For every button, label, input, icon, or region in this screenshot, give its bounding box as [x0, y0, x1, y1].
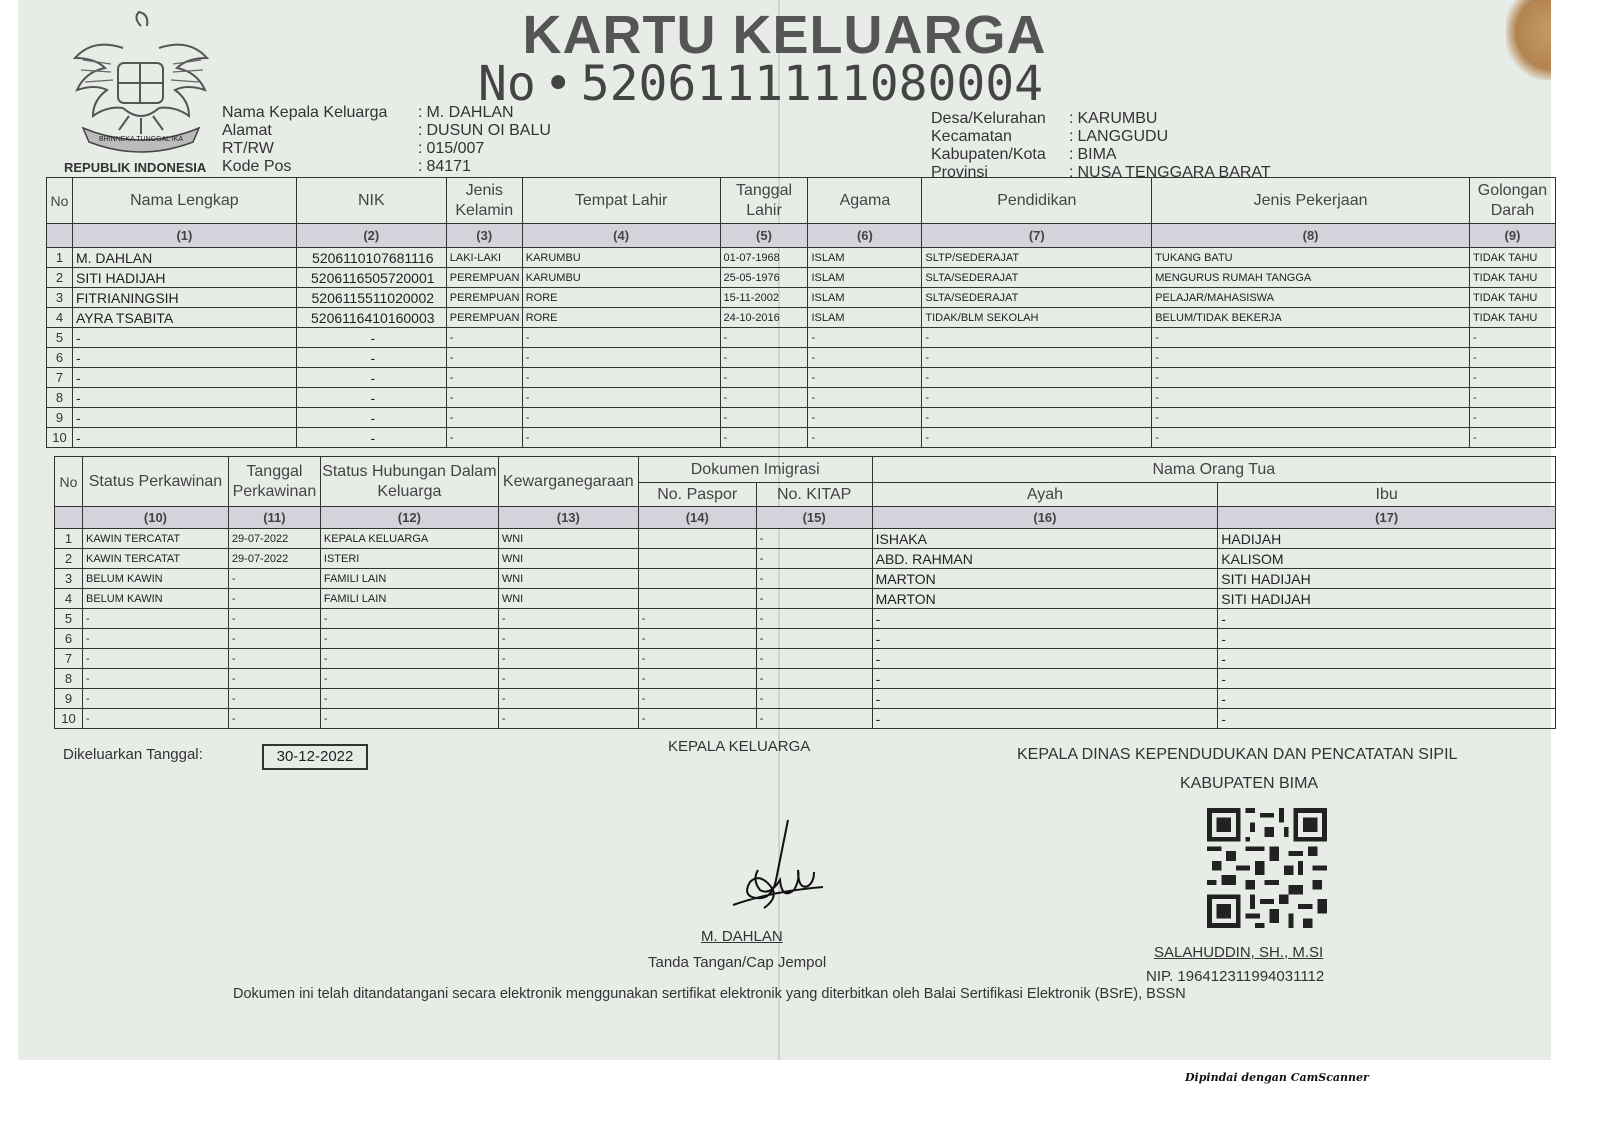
table-row: [47, 328, 1556, 348]
table1-colnum-row: [47, 224, 1556, 248]
table-cell: SITI HADIJAH: [1218, 589, 1556, 609]
table-cell: -: [1469, 408, 1555, 428]
header-jenis-pekerjaan: Jenis Pekerjaan: [1152, 178, 1470, 224]
table-cell: 9: [55, 689, 83, 709]
table-cell: 5: [55, 609, 83, 629]
header-golongan-darah: Golongan Darah: [1469, 178, 1555, 224]
table2-body: [55, 529, 1556, 729]
table-cell: -: [522, 348, 720, 368]
table-cell: -: [72, 368, 296, 388]
table-cell: -: [756, 589, 872, 609]
table-cell: BELUM KAWIN: [82, 589, 228, 609]
table-row: [55, 549, 1556, 569]
table-cell: KALISOM: [1218, 549, 1556, 569]
header-status-hubungan: Status Hubungan Dalam Keluarga: [320, 457, 498, 507]
colnum-cell: [47, 224, 73, 248]
table-cell: PEREMPUAN: [446, 308, 522, 328]
table-cell: -: [922, 348, 1152, 368]
table-cell: RORE: [522, 288, 720, 308]
table-cell: -: [872, 649, 1218, 669]
table-row: [47, 348, 1556, 368]
table-cell: 4: [55, 589, 83, 609]
table-row: [47, 268, 1556, 288]
table-cell: -: [1218, 669, 1556, 689]
colnum-cell: (12): [320, 507, 498, 529]
table-cell: -: [446, 428, 522, 448]
table-cell: WNI: [498, 589, 638, 609]
table-cell: PEREMPUAN: [446, 268, 522, 288]
colnum-cell: (10): [82, 507, 228, 529]
table-cell: 2: [47, 268, 73, 288]
table-cell: [638, 569, 756, 589]
info-row: Desa/Kelurahan : KARUMBU: [931, 110, 1158, 127]
table-cell: -: [1469, 388, 1555, 408]
table-cell: 25-05-1976: [720, 268, 808, 288]
table-cell: PEREMPUAN: [446, 288, 522, 308]
colnum-cell: (13): [498, 507, 638, 529]
table2-colnum-row: [55, 507, 1556, 529]
table-cell: BELUM KAWIN: [82, 569, 228, 589]
table-row: [47, 308, 1556, 328]
header-tanggal-perkawinan: Tanggal Perkawinan: [228, 457, 320, 507]
table-cell: 5206115511020002: [296, 288, 446, 308]
table-cell: -: [1152, 328, 1470, 348]
table-cell: WNI: [498, 529, 638, 549]
table-cell: -: [756, 629, 872, 649]
table-cell: ISLAM: [808, 268, 922, 288]
header-dokumen-imigrasi: Dokumen Imigrasi: [638, 457, 872, 483]
number-value: 5206111111080004: [580, 56, 1044, 112]
info-row: Kabupaten/Kota : BIMA: [931, 146, 1117, 163]
table-cell: -: [756, 709, 872, 729]
info-row: Kecamatan : LANGGUDU: [931, 128, 1169, 145]
table-cell: WNI: [498, 569, 638, 589]
table-cell: 8: [47, 388, 73, 408]
table-cell: -: [1218, 609, 1556, 629]
table-row: [47, 428, 1556, 448]
table-cell: 5206116410160003: [296, 308, 446, 328]
signature-icon: [718, 815, 838, 935]
table-cell: -: [872, 629, 1218, 649]
table-cell: -: [228, 669, 320, 689]
table-cell: 3: [47, 288, 73, 308]
table-cell: -: [808, 348, 922, 368]
table-row: [55, 609, 1556, 629]
table-cell: -: [1469, 428, 1555, 448]
table-cell: [638, 529, 756, 549]
table-cell: 4: [47, 308, 73, 328]
table-cell: -: [296, 428, 446, 448]
table-cell: -: [756, 649, 872, 669]
table-cell: -: [522, 428, 720, 448]
info-row: Provinsi : NUSA TENGGARA BARAT: [931, 164, 1271, 181]
table-cell: -: [720, 388, 808, 408]
table-cell: -: [1152, 408, 1470, 428]
header-tanggal-lahir: Tanggal Lahir: [720, 178, 808, 224]
table-cell: ISLAM: [808, 308, 922, 328]
colnum-cell: (5): [720, 224, 808, 248]
colnum-cell: (16): [872, 507, 1218, 529]
table-cell: -: [296, 328, 446, 348]
table-cell: MENGURUS RUMAH TANGGA: [1152, 268, 1470, 288]
table-cell: KARUMBU: [522, 268, 720, 288]
header-nik: NIK: [296, 178, 446, 224]
table-cell: [638, 549, 756, 569]
table1-header-row: [47, 178, 1556, 224]
colnum-cell: (1): [72, 224, 296, 248]
header-agama: Agama: [808, 178, 922, 224]
info-row: RT/RW : 015/007: [222, 140, 485, 157]
table-cell: -: [1152, 428, 1470, 448]
colnum-cell: (7): [922, 224, 1152, 248]
table-cell: FITRIANINGSIH: [72, 288, 296, 308]
colnum-cell: (11): [228, 507, 320, 529]
table-cell: -: [756, 529, 872, 549]
table-cell: TIDAK TAHU: [1469, 268, 1555, 288]
table-cell: WNI: [498, 549, 638, 569]
table-cell: 6: [55, 629, 83, 649]
official-nip: NIP. 196412311994031112: [1146, 968, 1325, 985]
table-cell: 7: [55, 649, 83, 669]
table-row: [47, 288, 1556, 308]
table-cell: FAMILI LAIN: [320, 589, 498, 609]
official-name: SALAHUDDIN, SH., M.SI: [1154, 944, 1324, 961]
table-cell: 10: [55, 709, 83, 729]
table-cell: -: [522, 388, 720, 408]
table-cell: SLTA/SEDERAJAT: [922, 288, 1152, 308]
table-cell: -: [320, 609, 498, 629]
table-cell: -: [320, 709, 498, 729]
table-cell: -: [228, 709, 320, 729]
family-info-right: [931, 110, 1271, 182]
info-row: Kode Pos : 84171: [222, 158, 471, 175]
table-cell: -: [922, 388, 1152, 408]
table-cell: [638, 589, 756, 609]
table-cell: -: [498, 709, 638, 729]
head-title: KEPALA KELUARGA: [668, 738, 811, 755]
table-cell: -: [320, 669, 498, 689]
table2-header-row-1: [55, 457, 1556, 483]
table-cell: -: [1152, 368, 1470, 388]
table-cell: -: [296, 368, 446, 388]
table-cell: -: [872, 609, 1218, 629]
table-row: [47, 408, 1556, 428]
table-cell: -: [228, 649, 320, 669]
table-cell: -: [446, 328, 522, 348]
table-cell: -: [296, 388, 446, 408]
table-cell: SLTP/SEDERAJAT: [922, 248, 1152, 268]
colnum-cell: (4): [522, 224, 720, 248]
table-cell: -: [808, 328, 922, 348]
table-cell: MARTON: [872, 569, 1218, 589]
table-row: [55, 709, 1556, 729]
table-cell: -: [82, 689, 228, 709]
table-cell: -: [922, 368, 1152, 388]
table-cell: 15-11-2002: [720, 288, 808, 308]
table-cell: -: [72, 348, 296, 368]
document-paper: [18, 0, 1551, 1060]
table-cell: -: [82, 629, 228, 649]
table-cell: -: [228, 629, 320, 649]
table-cell: -: [756, 669, 872, 689]
table-cell: FAMILI LAIN: [320, 569, 498, 589]
family-status-table: [54, 456, 1556, 729]
table-cell: TIDAK TAHU: [1469, 288, 1555, 308]
table-cell: -: [498, 669, 638, 689]
colnum-cell: (14): [638, 507, 756, 529]
table-cell: -: [522, 328, 720, 348]
table-row: [47, 248, 1556, 268]
family-info-left: [222, 104, 551, 176]
table-cell: 9: [47, 408, 73, 428]
table-cell: 6: [47, 348, 73, 368]
info-row: Nama Kepala Keluarga : M. DAHLAN: [222, 104, 514, 121]
table-cell: -: [1218, 649, 1556, 669]
table-cell: -: [72, 388, 296, 408]
table-cell: -: [720, 348, 808, 368]
table-cell: 24-10-2016: [720, 308, 808, 328]
table-cell: -: [228, 689, 320, 709]
colnum-cell: (8): [1152, 224, 1470, 248]
table-row: [55, 689, 1556, 709]
table-cell: -: [82, 609, 228, 629]
header-no-kitap: No. KITAP: [756, 483, 872, 507]
table-cell: -: [446, 348, 522, 368]
table-cell: SITI HADIJAH: [1218, 569, 1556, 589]
table-cell: ISHAKA: [872, 529, 1218, 549]
table-cell: -: [1218, 629, 1556, 649]
table-cell: 10: [47, 428, 73, 448]
info-row: Alamat : DUSUN OI BALU: [222, 122, 551, 139]
table-cell: TIDAK TAHU: [1469, 248, 1555, 268]
table-cell: PELAJAR/MAHASISWA: [1152, 288, 1470, 308]
document-number: No • 5206111111080004: [478, 56, 1044, 112]
qr-code-icon: [1204, 808, 1330, 928]
header-ibu: Ibu: [1218, 483, 1556, 507]
table-row: [47, 368, 1556, 388]
table-cell: -: [446, 388, 522, 408]
table-cell: -: [1469, 348, 1555, 368]
table-cell: 7: [47, 368, 73, 388]
colnum-cell: (2): [296, 224, 446, 248]
table-cell: -: [82, 649, 228, 669]
table-cell: LAKI-LAKI: [446, 248, 522, 268]
table-cell: -: [228, 569, 320, 589]
table-cell: -: [82, 709, 228, 729]
table-cell: -: [922, 328, 1152, 348]
table-cell: TIDAK TAHU: [1469, 308, 1555, 328]
table-cell: AYRA TSABITA: [72, 308, 296, 328]
table-cell: -: [720, 328, 808, 348]
disclaimer: Dokumen ini telah ditandatangani secara elektronik menggunakan sertifikat elektronik yang diterbitkan oleh Balai Sertifikasi Elektronik (BSrE), BSSN: [233, 986, 1186, 1002]
table-cell: -: [1469, 368, 1555, 388]
office-title: KEPALA DINAS KEPENDUDUKAN DAN PENCATATAN SIPIL: [1017, 746, 1458, 763]
table-cell: -: [638, 669, 756, 689]
table-cell: -: [320, 629, 498, 649]
issued-date: 30-12-2022: [262, 744, 368, 770]
header-ayah: Ayah: [872, 483, 1218, 507]
table-cell: -: [1218, 689, 1556, 709]
table-cell: -: [498, 689, 638, 709]
table-cell: -: [808, 368, 922, 388]
table-row: [55, 529, 1556, 549]
header-no: No: [47, 178, 73, 224]
table-cell: -: [1469, 328, 1555, 348]
document-title: KARTU KELUARGA: [522, 5, 1047, 65]
head-sign-caption: Tanda Tangan/Cap Jempol: [648, 954, 827, 971]
table-cell: HADIJAH: [1218, 529, 1556, 549]
colnum-cell: (17): [1218, 507, 1556, 529]
head-name: M. DAHLAN: [701, 928, 783, 945]
table-cell: -: [320, 689, 498, 709]
table-cell: -: [922, 408, 1152, 428]
table-row: [55, 669, 1556, 689]
table-cell: -: [228, 589, 320, 609]
table-cell: -: [522, 368, 720, 388]
family-members-table: [46, 177, 1556, 448]
table-cell: -: [72, 428, 296, 448]
table-cell: -: [446, 408, 522, 428]
table-cell: -: [808, 388, 922, 408]
table-cell: -: [72, 328, 296, 348]
table-row: [47, 388, 1556, 408]
table-cell: M. DAHLAN: [72, 248, 296, 268]
table-cell: -: [228, 609, 320, 629]
header-status-perkawinan: Status Perkawinan: [82, 457, 228, 507]
header-no: No: [55, 457, 83, 507]
table-cell: -: [808, 428, 922, 448]
table-cell: -: [638, 649, 756, 669]
office-region: KABUPATEN BIMA: [1180, 775, 1319, 792]
table-cell: KAWIN TERCATAT: [82, 529, 228, 549]
table-cell: RORE: [522, 308, 720, 328]
table-row: [55, 569, 1556, 589]
table-cell: -: [320, 649, 498, 669]
table-cell: -: [872, 709, 1218, 729]
table-cell: 1: [55, 529, 83, 549]
table-cell: -: [498, 609, 638, 629]
header-tempat-lahir: Tempat Lahir: [522, 178, 720, 224]
header-jenis-kelamin: Jenis Kelamin: [446, 178, 522, 224]
issued-label: Dikeluarkan Tanggal:: [63, 746, 203, 763]
table-cell: 1: [47, 248, 73, 268]
header-kewarganegaraan: Kewarganegaraan: [498, 457, 638, 507]
colnum-cell: (9): [1469, 224, 1555, 248]
table-cell: -: [720, 368, 808, 388]
table-cell: -: [1152, 348, 1470, 368]
table-cell: 29-07-2022: [228, 549, 320, 569]
table-cell: ABD. RAHMAN: [872, 549, 1218, 569]
table-cell: -: [872, 669, 1218, 689]
table-cell: -: [808, 408, 922, 428]
table-cell: -: [498, 649, 638, 669]
table-row: [55, 649, 1556, 669]
table-cell: -: [756, 609, 872, 629]
table-cell: -: [638, 609, 756, 629]
colnum-cell: (3): [446, 224, 522, 248]
table-cell: 5206116505720001: [296, 268, 446, 288]
header-no-paspor: No. Paspor: [638, 483, 756, 507]
table-cell: -: [872, 689, 1218, 709]
table-cell: SITI HADIJAH: [72, 268, 296, 288]
table-cell: -: [638, 689, 756, 709]
table-cell: -: [756, 689, 872, 709]
table-cell: -: [638, 629, 756, 649]
header-pendidikan: Pendidikan: [922, 178, 1152, 224]
table-row: [55, 589, 1556, 609]
table-cell: 5: [47, 328, 73, 348]
table-cell: ISLAM: [808, 248, 922, 268]
table-cell: -: [82, 669, 228, 689]
colnum-cell: (15): [756, 507, 872, 529]
table-cell: SLTA/SEDERAJAT: [922, 268, 1152, 288]
scanner-watermark: Dipindai dengan CamScanner: [1185, 1071, 1369, 1084]
table-cell: -: [1218, 709, 1556, 729]
table1-body: [47, 248, 1556, 448]
table-cell: 29-07-2022: [228, 529, 320, 549]
table-row: [55, 629, 1556, 649]
table-cell: BELUM/TIDAK BEKERJA: [1152, 308, 1470, 328]
svg-text:BHINNEKA TUNGGAL IKA: BHINNEKA TUNGGAL IKA: [98, 136, 184, 143]
table-cell: TUKANG BATU: [1152, 248, 1470, 268]
table-cell: -: [638, 709, 756, 729]
table-cell: -: [296, 348, 446, 368]
table-cell: MARTON: [872, 589, 1218, 609]
table-cell: -: [756, 569, 872, 589]
table-cell: -: [720, 408, 808, 428]
header-nama-lengkap: Nama Lengkap: [72, 178, 296, 224]
table-cell: 5206110107681116: [296, 248, 446, 268]
header-nama-orang-tua: Nama Orang Tua: [872, 457, 1555, 483]
table-cell: -: [756, 549, 872, 569]
table-cell: -: [72, 408, 296, 428]
table-cell: ISLAM: [808, 288, 922, 308]
table-cell: KAWIN TERCATAT: [82, 549, 228, 569]
colnum-cell: (6): [808, 224, 922, 248]
table-cell: -: [522, 408, 720, 428]
table-cell: -: [498, 629, 638, 649]
table-cell: KEPALA KELUARGA: [320, 529, 498, 549]
number-label: No: [478, 56, 536, 112]
table-cell: ISTERI: [320, 549, 498, 569]
table-cell: 01-07-1968: [720, 248, 808, 268]
table-cell: -: [720, 428, 808, 448]
colnum-cell: [55, 507, 83, 529]
table-cell: -: [922, 428, 1152, 448]
table-cell: KARUMBU: [522, 248, 720, 268]
country-label: REPUBLIK INDONESIA: [64, 160, 207, 175]
table-cell: 8: [55, 669, 83, 689]
table-cell: -: [296, 408, 446, 428]
table-cell: TIDAK/BLM SEKOLAH: [922, 308, 1152, 328]
table-cell: -: [1152, 388, 1470, 408]
table-cell: -: [446, 368, 522, 388]
table-cell: 2: [55, 549, 83, 569]
table-cell: 3: [55, 569, 83, 589]
